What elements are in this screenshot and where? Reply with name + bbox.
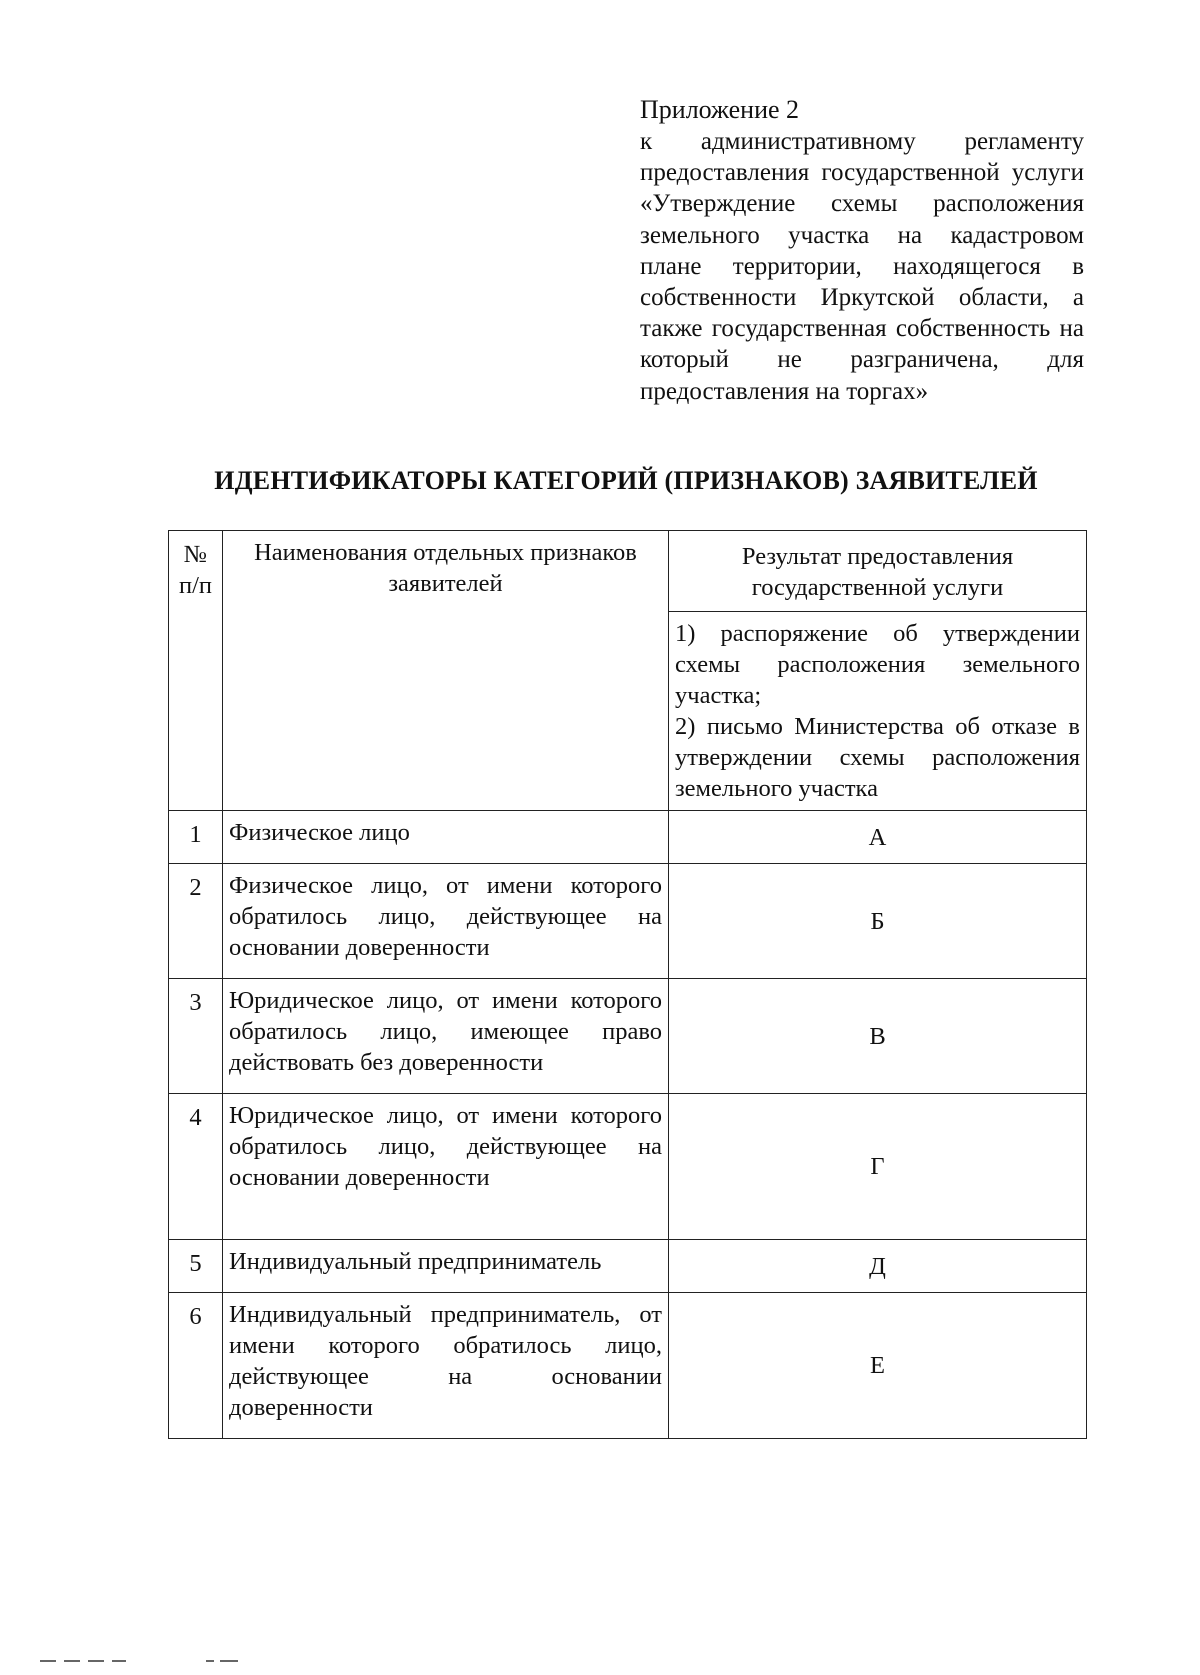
- row-code: Г: [669, 1094, 1087, 1240]
- row-code: Б: [669, 864, 1087, 979]
- result-options-cell: [669, 612, 1087, 811]
- scan-mark: [88, 1660, 104, 1662]
- table-row: [169, 1240, 1087, 1293]
- scan-mark: [40, 1660, 56, 1662]
- header-name-text: Наименования отдельных признаков заявителей: [254, 539, 637, 597]
- row-code: А: [669, 811, 1087, 864]
- row-name: Физическое лицо, от имени которого обратилось лицо, действующее на основании доверенности: [223, 864, 669, 979]
- header-name-cell: [223, 531, 669, 811]
- row-number: 3: [169, 979, 223, 1094]
- result-option-2: 2) письмо Министерства об отказе в утверждении схемы расположения земельного участка: [675, 713, 1080, 802]
- table-row: [169, 1094, 1087, 1240]
- row-code: В: [669, 979, 1087, 1094]
- row-number: 6: [169, 1293, 223, 1439]
- row-name: Индивидуальный предприниматель, от имени которого обратилось лицо, действующее на основании доверенности: [223, 1293, 669, 1439]
- appendix-title: Приложение 2: [640, 95, 800, 124]
- table-row: [169, 864, 1087, 979]
- result-option-1: 1) распоряжение об утверждении схемы расположения земельного участка;: [675, 620, 1080, 709]
- row-number: 2: [169, 864, 223, 979]
- table-row: [169, 1293, 1087, 1439]
- scan-mark: [220, 1660, 238, 1662]
- document-heading: ИДЕНТИФИКАТОРЫ КАТЕГОРИЙ (ПРИЗНАКОВ) ЗАЯВИТЕЛЕЙ: [214, 466, 1038, 495]
- appendix-text: к административному регламенту предоставления государственной услуги «Утверждение схемы расположения земельного участка на кадастровом плане территории, находящегося в собственности Иркутской области, а также государственная собственность на который не разграничена, для предоставления на торгах»: [640, 128, 1084, 405]
- row-code: Д: [669, 1240, 1087, 1293]
- header-result-cell: Результат предоставления государственной услуги: [669, 531, 1087, 612]
- identifiers-table: [168, 530, 1087, 1439]
- table-header-row: [169, 531, 1087, 612]
- row-number: 5: [169, 1240, 223, 1293]
- row-name: Индивидуальный предприниматель: [223, 1240, 669, 1293]
- row-number: 4: [169, 1094, 223, 1240]
- appendix-note: [640, 94, 1084, 407]
- row-name: Физическое лицо: [223, 811, 669, 864]
- header-number-abbr: п/п: [178, 572, 213, 599]
- scan-mark: [206, 1660, 214, 1662]
- table-row: [169, 811, 1087, 864]
- scan-mark: [112, 1660, 126, 1662]
- scan-mark: [64, 1660, 80, 1662]
- row-code: Е: [669, 1293, 1087, 1439]
- row-number: 1: [169, 811, 223, 864]
- scan-artifact-marks: [40, 1660, 260, 1666]
- header-number-sign: №: [183, 541, 208, 568]
- table-row: [169, 979, 1087, 1094]
- row-name: Юридическое лицо, от имени которого обратилось лицо, действующее на основании доверенности: [223, 1094, 669, 1240]
- row-name: Юридическое лицо, от имени которого обратилось лицо, имеющее право действовать без доверенности: [223, 979, 669, 1094]
- header-number-cell: [169, 531, 223, 811]
